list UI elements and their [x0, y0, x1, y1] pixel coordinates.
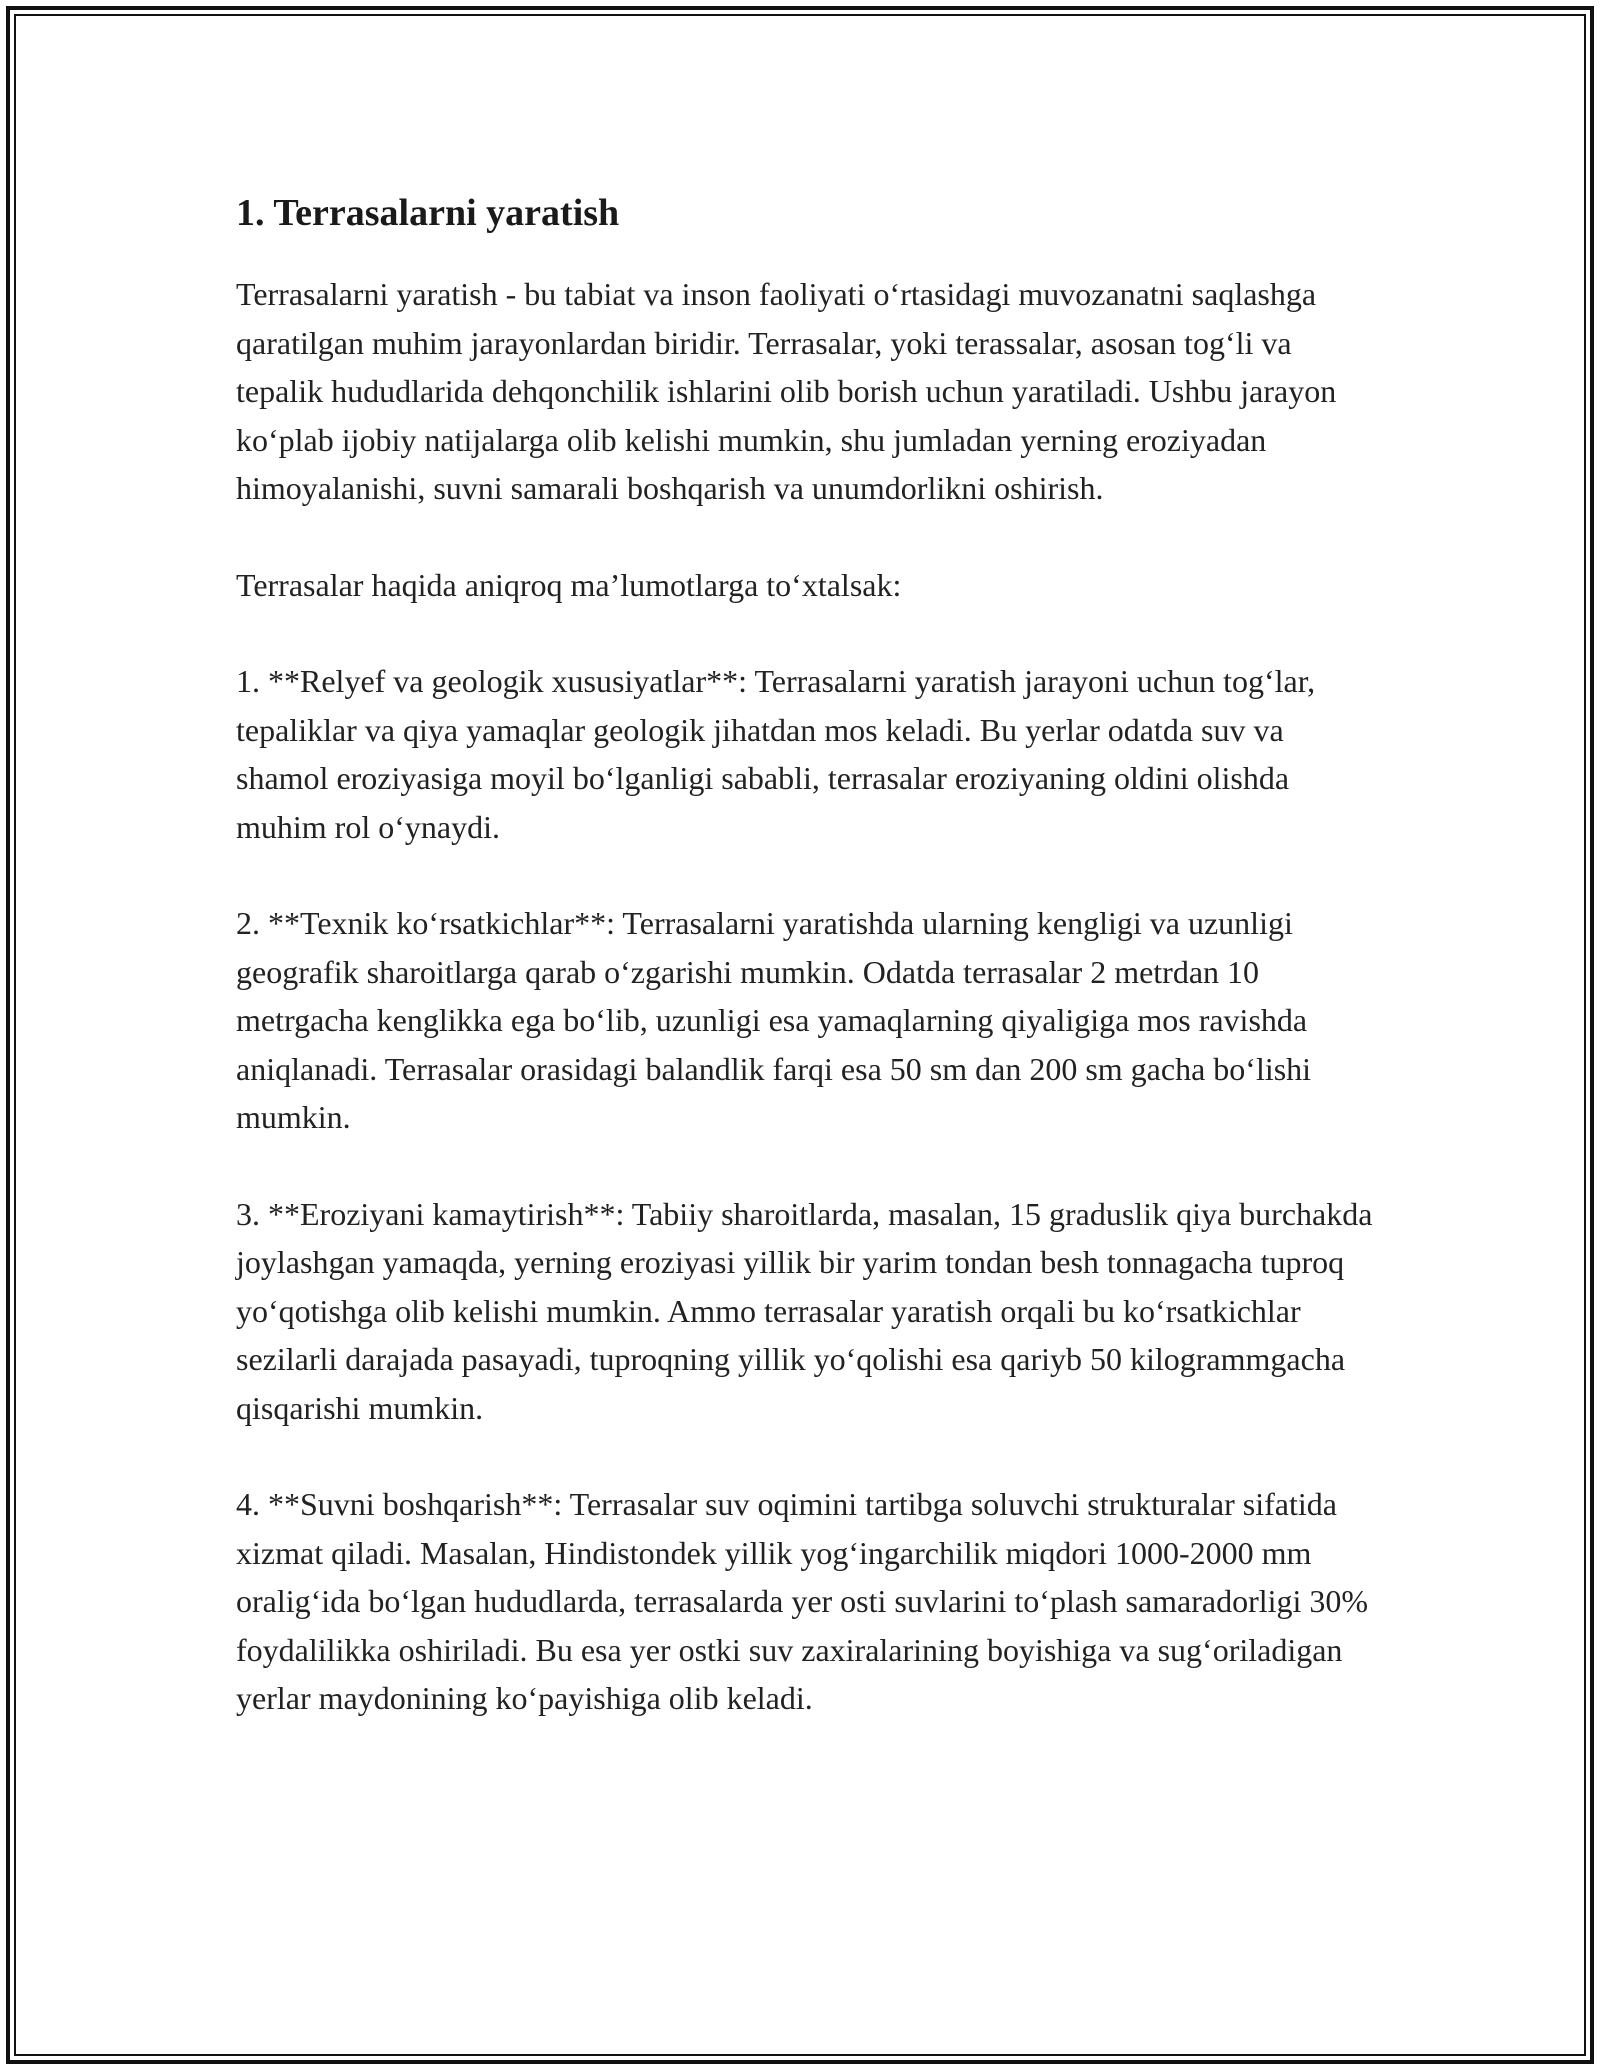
intro-paragraph: Terrasalarni yaratish - bu tabiat va inson faoliyati o‘rtasidagi muvozanatni saqlashga qaratilgan muhim jarayonlardan biridir. Terrasalar, yoki terassalar, asosan tog‘li va tepalik hududlarida dehqonchilik ishlarini olib borish uchun yaratiladi. Ushbu jarayon ko‘plab ijobiy natijalarga olib kelishi mumkin, shu jumladan yerning eroziyadan himoyalanishi, suvni samarali boshqarish va unumdorlikni oshirish. [236, 276, 1337, 506]
list-item-relief: 1. **Relyef va geologik xususiyatlar**: Terrasalarni yaratish jarayoni uchun tog‘lar, tepaliklar va qiya yamaqlar geologik jihatdan mos keladi. Bu yerlar odatda suv va shamol eroziyasiga moyil bo‘lganligi sababli, terrasalar eroziyaning oldini olishda muhim rol o‘ynaydi. [236, 663, 1316, 845]
page-title: 1. Terrasalarni yaratish [236, 192, 620, 234]
list-item-water: 4. **Suvni boshqarish**: Terrasalar suv oqimini tartibga soluvchi strukturalar sifatida xizmat qiladi. Masalan, Hindistondek yillik yog‘ingarchilik miqdori 1000-2000 mm oralig‘ida bo‘lgan hududlarda, terrasalarda yer osti suvlarini to‘plash samaradorligi 30% foydalilikka oshiriladi. Bu esa yer ostki suv zaxiralarining boyishiga va sug‘oriladigan yerlar maydonining ko‘payishiga olib keladi. [236, 1486, 1369, 1716]
list-item-erosion: 3. **Eroziyani kamaytirish**: Tabiiy sharoitlarda, masalan, 15 graduslik qiya burchakda joylashgan yamaqda, yerning eroziyasi yillik bir yarim tondan besh tonnagacha tuproq yo‘qotishga olib kelishi mumkin. Ammo terrasalar yaratish orqali bu ko‘rsatkichlar sezilarli darajada pasayadi, tuproqning yillik yo‘qolishi esa qariyb 50 kilogrammgacha qisqarishi mumkin. [236, 1195, 1373, 1426]
document-body [236, 186, 1376, 1771]
list-item-technical: 2. **Texnik ko‘rsatkichlar**: Terrasalarni yaratishda ularning kengligi va uzunligi geografik sharoitlarga qarab o‘zgarishi mumkin. Odatda terrasalar 2 metrdan 10 metrgacha kenglikka ega bo‘lib, uzunligi esa yamaqlarning qiyaligiga mos ravishda aniqlanadi. Terrasalar orasidagi balandlik farqi esa 50 sm dan 200 sm gacha bo‘lishi mumkin. [236, 905, 1312, 1135]
lead-in-paragraph: Terrasalar haqida aniqroq ma’lumotlarga to‘xtalsak: [236, 566, 902, 603]
